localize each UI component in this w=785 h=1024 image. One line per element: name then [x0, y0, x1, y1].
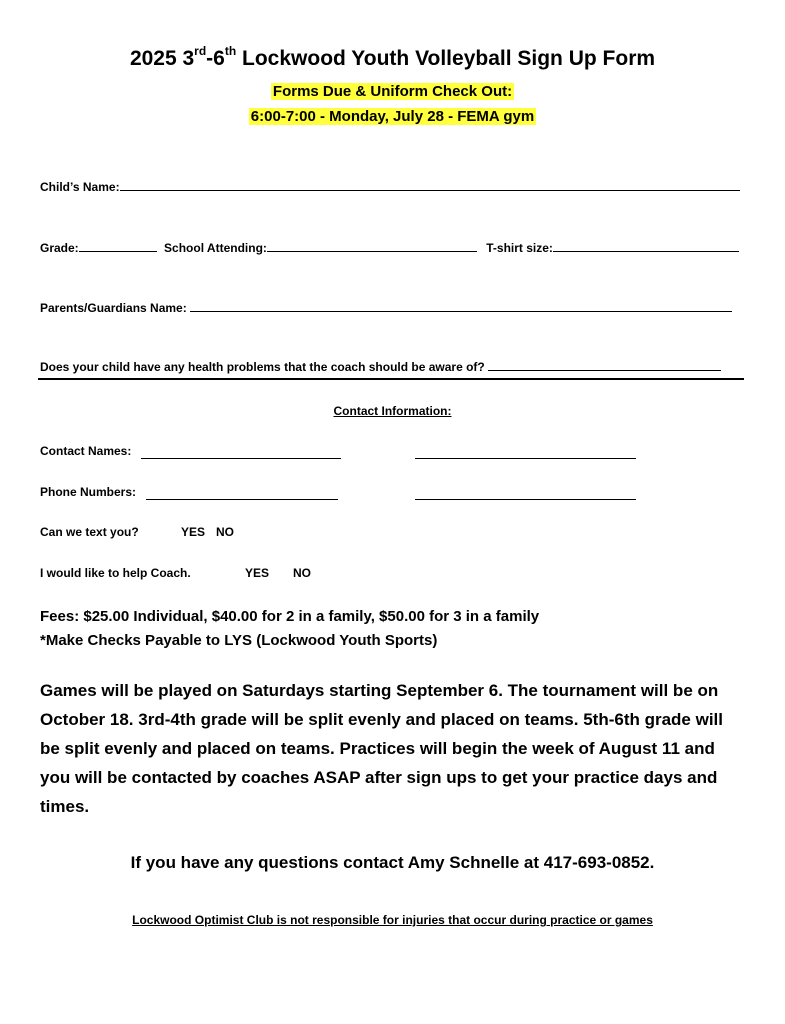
grade-field[interactable] [79, 251, 157, 252]
grade-row [40, 241, 739, 255]
contact-names-row [40, 444, 131, 458]
parents-row [40, 301, 732, 315]
time-line: 6:00-7:00 - Monday, July 28 - FEMA gym [250, 108, 535, 125]
health-row [40, 360, 721, 374]
parents-label: Parents/Guardians Name: [40, 301, 187, 315]
fees-line: Fees: $25.00 Individual, $40.00 for 2 in a family, $50.00 for 3 in a family [40, 608, 540, 625]
info-paragraph: Games will be played on Saturdays starting September 6. The tournament will be on October 18. 3rd-4th grade will be split evenly and placed on teams. 5th-6th grade will be split evenly and placed on teams. Practices will begin the week of August 11 and you will be contacted by coaches ASAP after sign ups to get your practice days and times. [40, 681, 724, 816]
phone-label: Phone Numbers: [40, 485, 137, 499]
coach-yes-option[interactable]: YES [245, 566, 270, 580]
text-label: Can we text you? [40, 525, 139, 539]
checks-line: *Make Checks Payable to LYS (Lockwood Youth Sports) [40, 632, 438, 649]
contact-names-label: Contact Names: [40, 444, 132, 458]
child-name-label: Child’s Name: [40, 180, 120, 194]
due-line: Forms Due & Uniform Check Out: [272, 83, 513, 100]
coach-no-option[interactable]: NO [293, 566, 311, 580]
school-label: School Attending: [164, 241, 267, 255]
phone-row [40, 485, 136, 499]
grade-label: Grade: [40, 241, 79, 255]
health-field[interactable] [488, 370, 721, 371]
coach-label: I would like to help Coach. [40, 566, 191, 580]
disclaimer: Lockwood Optimist Club is not responsible for injuries that occur during practice or games [132, 913, 653, 927]
phone-field-2[interactable] [415, 486, 636, 500]
tshirt-field[interactable] [553, 251, 739, 252]
health-label: Does your child have any health problems that the coach should be aware of? [40, 360, 485, 374]
parents-field[interactable] [190, 311, 732, 312]
contact-heading: Contact Information: [333, 404, 452, 418]
text-yes-option[interactable]: YES [181, 525, 206, 539]
page-title: 2025 3rd-6th Lockwood Youth Volleyball Sign Up Form [129, 44, 656, 70]
child-name-field[interactable] [120, 190, 740, 191]
school-field[interactable] [267, 251, 477, 252]
phone-field-1[interactable] [146, 486, 338, 500]
contact-name-field-1[interactable] [141, 445, 341, 459]
text-no-option[interactable]: NO [216, 525, 234, 539]
section-divider [38, 378, 744, 380]
tshirt-label: T-shirt size: [486, 241, 553, 255]
contact-name-field-2[interactable] [415, 445, 636, 459]
child-name-row [40, 180, 740, 194]
questions-line: If you have any questions contact Amy Schnelle at 417-693-0852. [130, 853, 655, 872]
